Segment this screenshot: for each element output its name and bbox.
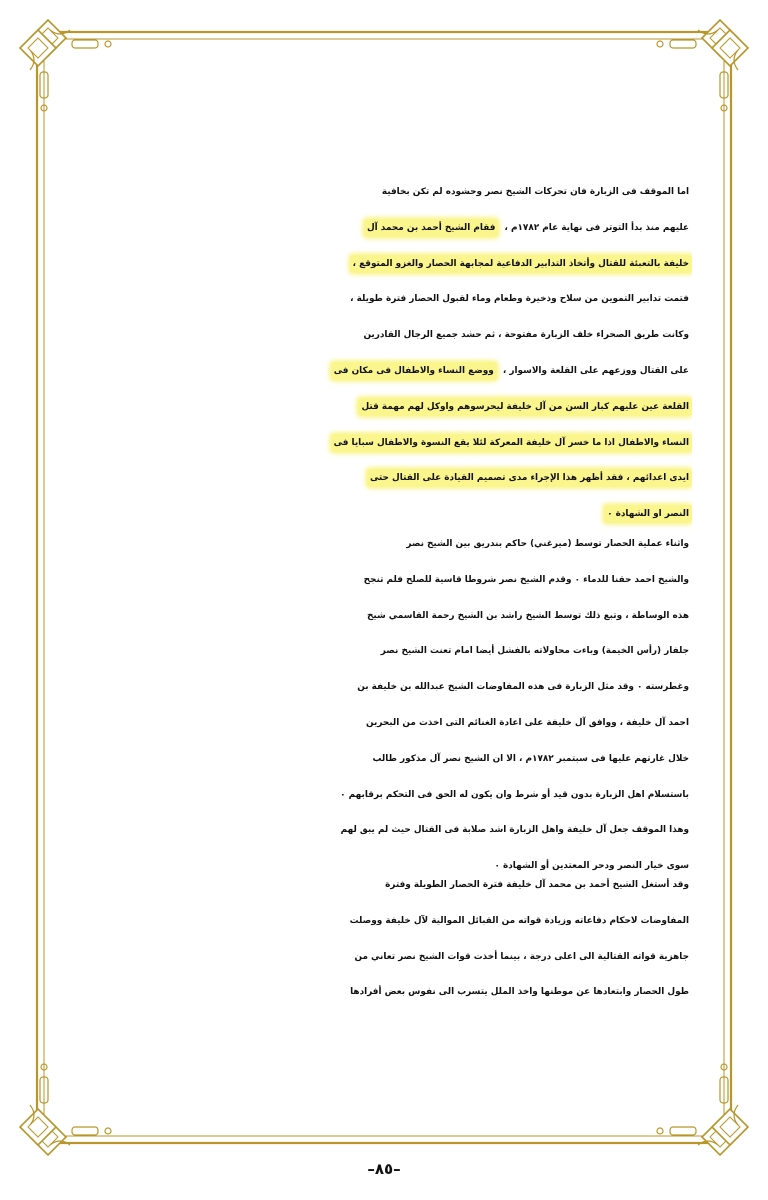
body-text: هذه الوساطة ، وتبع ذلك توسط الشيخ راشد بن الشيخ رحمة القاسمي شيخ — [366, 610, 689, 621]
body-text: اما الموقف فى الزبارة فان تحركات الشيخ نصر وحشوده لم تكن بخافية — [381, 187, 689, 197]
text-line — [78, 975, 692, 1011]
body-text: عليهم منذ بدأ التوتر فى نهاية عام ١٧٨٢م ، — [501, 222, 689, 233]
body-text: وهذا الموقف جعل آل خليفة واهل الزبارة اشد صلابة فى القتال حيث لم يبق لهم — [340, 825, 689, 836]
highlighted-text: ايدى اعدائهم ، فقد أظهر هذا الإجراء مدى تصميم القيادة على القتال حتى — [367, 469, 692, 487]
body-text: جاهزية قواته القتالية الى اعلى درجة ، بينما أخذت قوات الشيخ نصر تعاني من — [354, 951, 689, 962]
text-line — [78, 211, 692, 247]
paragraph-defense-strengthening — [78, 868, 692, 1011]
highlighted-text: خليفة بالتعبئة للقتال وأتخاذ التدابير الدفاعية لمجابهة الحصار والغزو المتوقع ، — [350, 255, 692, 273]
text-line — [78, 634, 692, 670]
highlighted-text: النساء والاطفال اذا ما خسر آل خليفة المعركة لئلا يقع النسوة والاطفال سبايا فى — [331, 434, 692, 452]
text-line — [78, 868, 692, 904]
text-line — [78, 527, 692, 563]
text-line — [78, 599, 692, 635]
text-line — [78, 904, 692, 940]
text-line — [78, 778, 692, 814]
corner-ornament-bottom-left — [20, 1064, 111, 1155]
text-line — [78, 461, 692, 497]
text-line — [78, 563, 692, 599]
body-text: طول الحصار وابتعادها عن موطنها واخذ الملل يتسرب الى نفوس بعض أفرادها — [350, 987, 689, 998]
text-line — [78, 742, 692, 778]
highlighted-text: ووضع النساء والاطفال فى مكان فى — [331, 362, 497, 380]
text-line — [78, 940, 692, 976]
body-text: واثناء عملية الحصار توسط (ميرغني) حاكم بندريق بين الشيخ نصر — [406, 539, 689, 549]
highlighted-text: فقام الشيخ أحمد بن محمد آل — [364, 219, 498, 237]
text-line — [78, 318, 692, 354]
body-text: على القتال ووزعهم على القلعة والاسوار ، — [499, 365, 689, 376]
highlighted-text: النصر او الشهادة ٠ — [604, 505, 692, 523]
highlighted-text: القلعة عين عليهم كبار السن من آل خليفة ليحرسوهم واوكل لهم مهمة قتل — [358, 398, 692, 416]
text-line — [78, 426, 692, 462]
body-text: جلفار (رأس الخيمة) وباءت محاولاته بالفشل أيضا امام تعنت الشيخ نصر — [380, 646, 689, 657]
text-line — [78, 282, 692, 318]
paragraph-mediation-attempts — [78, 527, 692, 885]
text-line — [78, 670, 692, 706]
page-number: –٨٥– — [367, 1160, 401, 1178]
body-text: فتمت تدابير التموين من سلاح وذخيرة وطعام وماء لقبول الحصار فترة طويلة ، — [350, 294, 689, 305]
body-text: المفاوضات لاحكام دفاعاته وزيادة قواته من القبائل الموالية لآل خليفة ووصلت — [349, 915, 689, 926]
text-line — [78, 247, 692, 283]
corner-ornament-bottom-right — [657, 1064, 748, 1155]
body-text: سوى خيار النصر ودحر المعتدين أو الشهادة ٠ — [494, 861, 689, 872]
body-text: وقد أستغل الشيخ أحمد بن محمد آل خليفة فترة الحصار الطويلة وفترة — [385, 880, 689, 890]
text-line — [78, 706, 692, 742]
text-line — [78, 354, 692, 390]
body-text: خلال غارتهم عليها فى سبتمبر ١٧٨٢م ، الا ان الشيخ نصر آل مذكور طالب — [372, 753, 689, 764]
body-text: وكانت طريق الصحراء خلف الزبارة مفتوحة ، ثم حشد جميع الرجال القادرين — [363, 330, 689, 341]
text-line — [78, 390, 692, 426]
corner-ornament-top-right — [657, 20, 748, 111]
body-text: وغطرسته ٠ وقد مثل الزبارة فى هذه المفاوضات الشيخ عبدالله بن خليفة بن — [357, 682, 689, 693]
body-text: والشيخ احمد حقنا للدماء ٠ وقدم الشيخ نصر شروطا قاسية للصلح فلم تنجح — [363, 574, 689, 585]
body-text: احمد آل خليفة ، ووافق آل خليفة على اعادة الغنائم التى اخذت من البحرين — [366, 717, 689, 728]
body-text: باستسلام اهل الزبارة بدون قيد أو شرط وان يكون له الحق فى التحكم برقابهم ٠ — [340, 789, 689, 800]
corner-ornament-top-left — [20, 20, 111, 111]
paragraph-siege-preparations — [78, 175, 692, 533]
text-line — [78, 813, 692, 849]
text-line — [78, 175, 692, 211]
